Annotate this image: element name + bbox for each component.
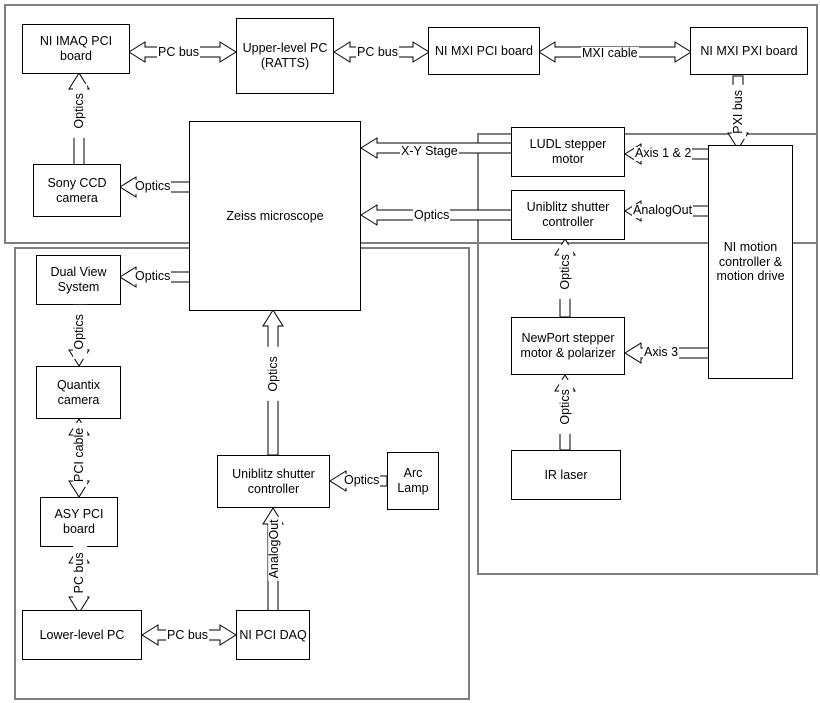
box-newport-stepper-motor-polarizer[interactable]: NewPort stepper motor & polarizer <box>511 317 625 375</box>
label-xy-stage: X-Y Stage <box>401 144 458 158</box>
box-sony-ccd-camera[interactable]: Sony CCD camera <box>33 164 121 217</box>
box-ni-mxi-pxi-board[interactable]: NI MXI PXI board <box>690 27 808 75</box>
label-optics-newport-uniblitztop: Optics <box>559 245 573 299</box>
label-pc-bus-1: PC bus <box>158 45 199 59</box>
box-dual-view-system[interactable]: Dual View System <box>36 255 121 305</box>
box-ni-imaq-pci-board[interactable]: NI IMAQ PCI board <box>22 24 130 74</box>
label-mxi-cable: MXI cable <box>582 46 638 60</box>
label-pxi-bus: PXI bus <box>732 85 746 139</box>
box-uniblitz-shutter-controller-top[interactable]: Uniblitz shutter controller <box>511 190 625 240</box>
box-lower-level-pc[interactable]: Lower-level PC <box>22 610 142 660</box>
label-analogout-bottom: AnalogOut <box>268 517 282 581</box>
label-pc-bus-3: PC bus <box>73 546 87 600</box>
box-ni-pci-daq[interactable]: NI PCI DAQ <box>236 610 310 660</box>
box-asy-pci-board[interactable]: ASY PCI board <box>40 497 118 547</box>
box-uniblitz-shutter-controller-bottom[interactable]: Uniblitz shutter controller <box>217 455 330 508</box>
label-optics-irlaser-newport: Optics <box>559 380 573 434</box>
label-axis-3: Axis 3 <box>644 345 679 359</box>
label-analogout-top: AnalogOut <box>633 203 693 217</box>
label-axis-1-2: Axis 1 & 2 <box>635 146 692 160</box>
label-optics-dualview-quantix: Optics <box>73 305 87 359</box>
box-ir-laser[interactable]: IR laser <box>511 450 621 500</box>
label-optics-uniblitzbottom-zeiss: Optics <box>267 347 281 401</box>
label-optics-sonyccd-imaq: Optics <box>73 84 87 138</box>
box-ludl-stepper-motor[interactable]: LUDL stepper motor <box>511 127 625 177</box>
label-pc-bus-2: PC bus <box>357 45 398 59</box>
label-pci-cable: PCI cable <box>73 423 87 487</box>
label-optics-arclamp-uniblitzbottom: Optics <box>344 473 380 487</box>
label-optics-zeiss-sonyccd: Optics <box>135 179 171 193</box>
box-quantix-camera[interactable]: Quantix camera <box>36 366 121 419</box>
label-optics-zeiss-dualview: Optics <box>135 269 171 283</box>
box-ni-mxi-pci-board[interactable]: NI MXI PCI board <box>428 27 540 75</box>
label-pc-bus-4: PC bus <box>167 628 208 642</box>
box-arc-lamp[interactable]: Arc Lamp <box>387 452 439 510</box>
label-optics-uniblitztop-zeiss: Optics <box>414 208 450 222</box>
box-ni-motion-controller[interactable]: NI motion controller & motion drive <box>708 145 793 379</box>
box-upper-level-pc[interactable]: Upper-level PC (RATTS) <box>236 18 334 94</box>
box-zeiss-microscope[interactable]: Zeiss microscope <box>189 121 361 311</box>
